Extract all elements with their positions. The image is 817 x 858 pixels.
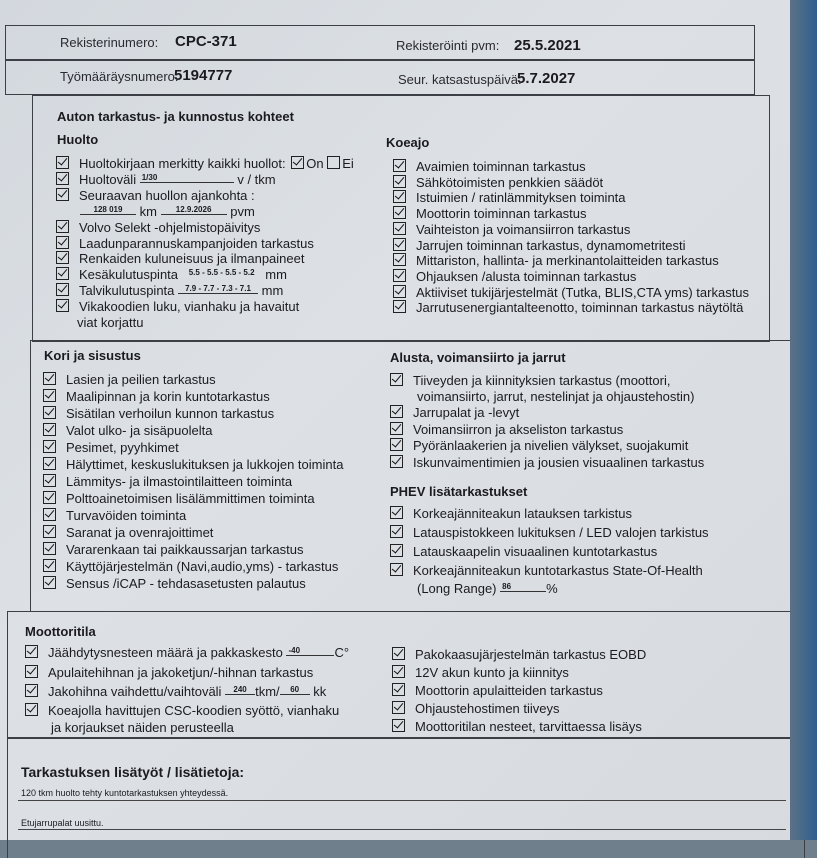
kori-item [43, 474, 292, 489]
koeajo-label: Istuimien / ratinlämmityksen toiminta [416, 190, 626, 206]
checkbox[interactable] [392, 701, 405, 714]
phev-title: PHEV lisätarkastukset [390, 484, 528, 499]
kori-label: Sensus /iCAP - tehdasasetusten palautus [66, 576, 306, 591]
checkbox[interactable] [56, 220, 69, 233]
phev-item [390, 506, 632, 521]
koeajo-label: Avaimien toiminnan tarkastus [416, 159, 586, 174]
alusta-item [390, 422, 623, 437]
checkbox[interactable] [56, 156, 69, 169]
timing-belt-km-field[interactable]: 240 [225, 685, 255, 695]
summer-tread-field[interactable]: 5.5 - 5.5 - 5.5 - 5.2 [188, 268, 255, 277]
koeajo-label: Jarrujen toiminnan tarkastus, dynamometritesti [416, 237, 686, 253]
checkbox[interactable] [43, 457, 56, 470]
phev-item [390, 525, 709, 540]
koeajo-item [393, 285, 749, 300]
coolant-field[interactable]: -40 [286, 646, 334, 656]
koeajo-label: Vaihteiston ja voimansiirron tarkastus [416, 221, 631, 237]
check-tightness: Tiiveyden ja kiinnityksien tarkastus (moottori, [390, 373, 670, 388]
check-timing-belt: Jakohihna vaihdettu/vaihtoväli 240 tkm/ 60 kk [25, 684, 326, 699]
next-service-km-field[interactable]: 128 019 [80, 205, 136, 215]
engine-label: Moottoritilan nesteet, tarvittaessa lisäys [415, 719, 642, 734]
kori-item [43, 389, 270, 404]
kori-item [43, 542, 304, 557]
kori-item [43, 423, 212, 438]
work-order-label: Työmääräysnumero: [60, 69, 179, 84]
csc-codes-line2: ja korjaukset näiden perusteella [51, 720, 234, 735]
koeajo-item [393, 253, 719, 268]
checkbox[interactable] [393, 190, 406, 203]
checkbox-ei[interactable] [327, 156, 340, 169]
check-tyres: Renkaiden kuluneisuus ja ilmanpaineet [56, 251, 304, 266]
registration-number-label: Rekisterinumero: [60, 35, 159, 50]
kori-label: Sisätilan verhoilun kunnon tarkastus [66, 406, 275, 421]
engine-item [392, 719, 642, 734]
check-csc-codes: Koeajolla havittujen CSC-koodien syöttö, vianhaku [25, 703, 339, 718]
checkbox[interactable] [393, 159, 406, 172]
next-inspection-label: Seur. katsastuspäivä: [398, 72, 522, 87]
kori-title: Kori ja sisustus [44, 348, 141, 363]
koeajo-item [393, 222, 630, 237]
background-edge [790, 0, 817, 840]
koeajo-label: Moottorin toiminnan tarkastus [416, 206, 587, 222]
check-selekt: Volvo Selekt -ohjelmistopäivitys [56, 220, 260, 235]
checkbox[interactable] [393, 238, 406, 251]
next-inspection-date: 5.7.2027 [517, 70, 576, 87]
kori-label: Vararenkaan tai paikkaussarjan tarkastus [66, 542, 304, 557]
phev-item [390, 544, 657, 559]
service-interval-field[interactable]: 1/30 [140, 173, 234, 183]
checkbox[interactable] [43, 440, 56, 453]
checkbox[interactable] [56, 172, 69, 185]
engine-item [392, 701, 560, 716]
checkbox[interactable] [393, 285, 406, 298]
check-campaigns: Laadunparannuskampanjoiden tarkastus [56, 236, 314, 251]
registration-date: 25.5.2021 [514, 37, 581, 54]
alusta-item [390, 455, 704, 470]
checkbox[interactable] [56, 299, 69, 312]
alusta-title: Alusta, voimansiirto ja jarrut [390, 350, 566, 365]
checkbox[interactable] [392, 683, 405, 696]
engine-item [392, 683, 603, 698]
tightness-line2: voimansiirto, jarrut, nestelinjat ja ohjaustehostin) [417, 389, 695, 404]
work-order-number: 5194777 [174, 67, 233, 84]
check-service-book: Huoltokirjaan merkitty kaikki huollot: On Ei [56, 156, 354, 171]
check-coolant: Jäähdytysnesteen määrä ja pakkaskesto -40 C° [25, 645, 349, 660]
registration-date-label: Rekisteröinti pvm: [396, 38, 500, 53]
kori-item [43, 508, 186, 523]
checkbox[interactable] [56, 251, 69, 264]
checkbox[interactable] [390, 455, 403, 468]
checkbox[interactable] [393, 300, 406, 313]
kori-label: Saranat ja ovenrajoittimet [66, 525, 214, 540]
engine-item [392, 665, 569, 680]
koeajo-item [393, 300, 743, 315]
kori-label: Pesimet, pyyhkimet [66, 440, 179, 455]
koeajo-item [393, 190, 626, 205]
checkbox[interactable] [390, 544, 403, 557]
check-summer-tread: Kesäkulutuspinta 5.5 - 5.5 - 5.5 - 5.2 mm [56, 267, 287, 282]
checkbox[interactable] [43, 491, 56, 504]
battery-health-field[interactable]: 86 [500, 582, 546, 592]
check-next-service: Seuraavan huollon ajankohta : [56, 188, 255, 203]
kori-item [43, 406, 274, 421]
checkbox[interactable] [392, 719, 405, 732]
winter-tread-field[interactable]: 7.9 - 7.7 - 7.3 - 7.1 [178, 284, 258, 294]
koeajo-item [393, 269, 636, 284]
checkbox[interactable] [393, 269, 406, 282]
checkbox[interactable] [390, 438, 403, 451]
checkbox[interactable] [43, 542, 56, 555]
engine-label: 12V akun kunto ja kiinnitys [415, 665, 569, 680]
next-service-date-field[interactable]: 12.9.2026 [161, 205, 227, 215]
kori-item [43, 372, 216, 387]
checkbox[interactable] [56, 283, 69, 296]
check-service-interval: Huoltoväli 1/30 v / tkm [56, 172, 276, 187]
kori-label: Lämmitys- ja ilmastointilaitteen toiminta [66, 474, 293, 489]
checkbox-on[interactable] [291, 156, 304, 169]
phev-label: Latauskaapelin visuaalinen kuntotarkastus [413, 544, 658, 559]
checkbox[interactable] [43, 525, 56, 538]
checkbox[interactable] [393, 206, 406, 219]
koeajo-label: Ohjauksen /alusta toiminnan tarkastus [416, 268, 637, 284]
kori-label: Käyttöjärjestelmän (Navi,audio,yms) - tarkastus [66, 559, 339, 574]
battery-health-line2: (Long Range) 86 % [417, 581, 558, 596]
checkbox[interactable] [392, 647, 405, 660]
checkbox[interactable] [390, 373, 403, 386]
checkbox[interactable] [43, 508, 56, 521]
checkbox[interactable] [390, 422, 403, 435]
koeajo-item [393, 159, 586, 174]
check-battery-health: Korkeajänniteakun kuntotarkastus State-Of-Health [390, 563, 703, 578]
check-belt: Apulaitehihnan ja jakoketjun/-hihnan tarkastus [25, 665, 313, 680]
checkbox[interactable] [43, 372, 56, 385]
checkbox[interactable] [393, 222, 406, 235]
koeajo-item [393, 175, 603, 190]
next-service-values: 128 019 km 12.9.2026 pvm [80, 204, 255, 219]
notes-line-2: Etujarrupalat uusittu. [21, 818, 104, 828]
fault-codes-line2: viat korjattu [77, 315, 144, 330]
kori-item [43, 491, 315, 506]
moottoritila-title: Moottoritila [25, 624, 96, 639]
checkbox[interactable] [392, 665, 405, 678]
notes-rule-1 [18, 800, 786, 801]
koeajo-label: Aktiiviset tukijärjestelmät (Tutka, BLIS,CTA yms) tarkastus [416, 284, 750, 300]
notes-line-1: 120 tkm huolto tehty kuntotarkastuksen yhteydessä. [21, 788, 229, 798]
kori-label: Turvavöiden toiminta [66, 508, 187, 523]
alusta-label: Voimansiirron ja akseliston tarkastus [413, 421, 624, 437]
koeajo-item [393, 238, 686, 253]
check-winter-tread: Talvikulutuspinta 7.9 - 7.7 - 7.3 - 7.1 mm [56, 283, 283, 298]
engine-label: Ohjaustehostimen tiiveys [415, 701, 560, 716]
kori-label: Maalipinnan ja korin kuntotarkastus [66, 389, 270, 404]
check-fault-codes: Vikakoodien luku, vianhaku ja havaitut [56, 299, 299, 314]
timing-belt-kk-field[interactable]: 60 [280, 685, 310, 695]
section1-title: Auton tarkastus- ja kunnostus kohteet [57, 109, 294, 124]
alusta-label: Jarrupalat ja -levyt [413, 405, 520, 420]
checkbox[interactable] [25, 684, 38, 697]
engine-item [392, 647, 646, 662]
checkbox[interactable] [390, 506, 403, 519]
phev-label: Korkeajänniteakun latauksen tarkistus [413, 506, 632, 521]
kori-item [43, 440, 179, 455]
checkbox[interactable] [43, 389, 56, 402]
koeajo-item [393, 206, 587, 221]
checkbox[interactable] [390, 405, 403, 418]
koeajo-label: Jarrutusenergiantalteenotto, toiminnan tarkastus näytöltä [416, 300, 744, 316]
koeajo-title: Koeajo [386, 135, 430, 150]
checkbox[interactable] [43, 474, 56, 487]
kori-item [43, 559, 338, 574]
kori-item [43, 576, 306, 591]
huolto-title: Huolto [57, 132, 99, 147]
checkbox[interactable] [390, 525, 403, 538]
koeajo-label: Mittariston, hallinta- ja merkinantolaitteiden tarkastus [416, 253, 719, 269]
checkbox[interactable] [56, 188, 69, 201]
checkbox[interactable] [25, 665, 38, 678]
notes-title: Tarkastuksen lisätyöt / lisätietoja: [21, 764, 245, 780]
engine-label: Moottorin apulaitteiden tarkastus [415, 683, 603, 698]
checkbox[interactable] [25, 703, 38, 716]
alusta-label: Iskunvaimentimien ja jousien visuaalinen tarkastus [413, 455, 705, 471]
alusta-item [390, 405, 519, 420]
checkbox[interactable] [393, 253, 406, 266]
engine-label: Pakokaasujärjestelmän tarkastus EOBD [415, 647, 647, 662]
checkbox[interactable] [43, 406, 56, 419]
kori-label: Lasien ja peilien tarkastus [66, 372, 216, 387]
checkbox[interactable] [390, 563, 403, 576]
kori-item [43, 525, 213, 540]
koeajo-label: Sähkötoimisten penkkien säädöt [416, 174, 604, 190]
checkbox[interactable] [43, 576, 56, 589]
phev-label: Latauspistokkeen lukituksen / LED valojen tarkistus [413, 525, 709, 540]
checkbox[interactable] [56, 236, 69, 249]
checkbox[interactable] [56, 267, 69, 280]
alusta-item [390, 438, 688, 453]
kori-label: Polttoainetoimisen lisälämmittimen toiminta [66, 491, 315, 506]
alusta-label: Pyöränlaakerien ja nivelien välykset, suojakumit [413, 438, 689, 454]
kori-label: Valot ulko- ja sisäpuolelta [66, 423, 213, 438]
checkbox[interactable] [393, 175, 406, 188]
checkbox[interactable] [43, 423, 56, 436]
notes-rule-2 [18, 829, 786, 830]
checkbox[interactable] [43, 559, 56, 572]
registration-number: CPC-371 [175, 33, 237, 50]
kori-label: Hälyttimet, keskuslukituksen ja lukkojen toiminta [66, 457, 344, 472]
kori-item [43, 457, 343, 472]
checkbox[interactable] [25, 645, 38, 658]
